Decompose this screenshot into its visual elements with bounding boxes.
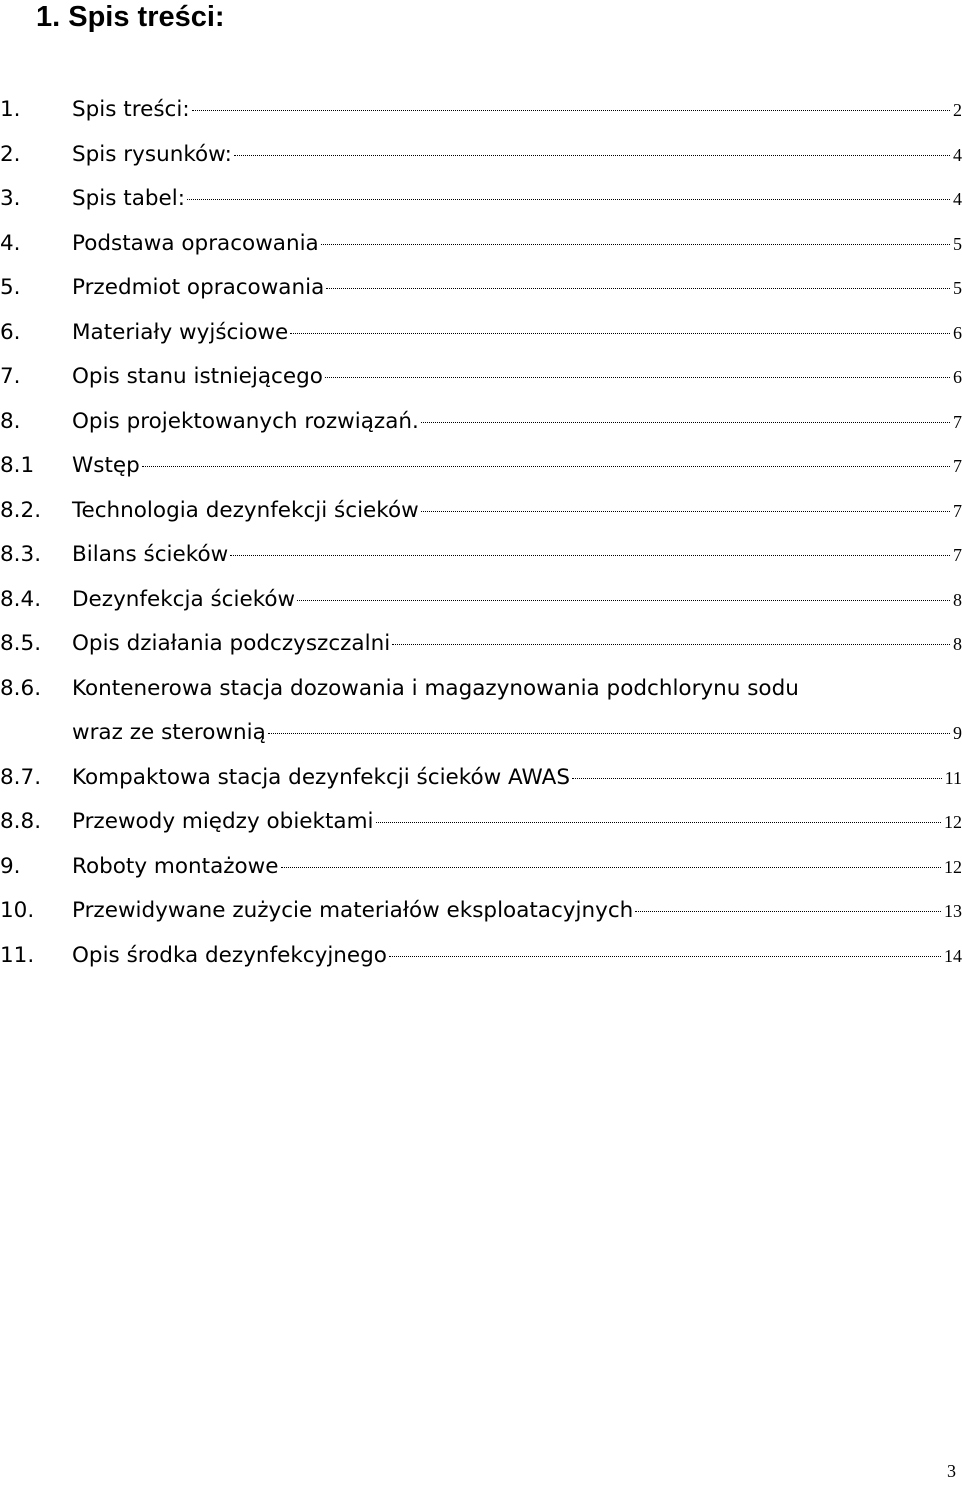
dot-leader bbox=[192, 110, 950, 111]
toc-title: Podstawa opracowania bbox=[72, 230, 319, 256]
toc-title: Przedmiot opracowania bbox=[72, 275, 325, 300]
dot-leader bbox=[392, 644, 950, 645]
toc-entry[interactable] bbox=[0, 355, 962, 400]
toc-page: 5 bbox=[953, 233, 962, 254]
toc-number: 8.3. bbox=[0, 542, 42, 567]
toc-number: 6. bbox=[0, 319, 21, 345]
dot-leader bbox=[234, 155, 950, 156]
dot-leader bbox=[635, 911, 941, 912]
toc-number: 3. bbox=[0, 186, 21, 211]
toc-entry[interactable] bbox=[0, 444, 962, 489]
dot-leader bbox=[297, 600, 950, 601]
dot-leader bbox=[281, 867, 942, 868]
toc-page: 6 bbox=[953, 367, 962, 387]
toc-entry[interactable] bbox=[0, 266, 962, 311]
toc-entry[interactable] bbox=[0, 489, 962, 534]
toc-page: 8 bbox=[953, 589, 962, 610]
toc-number: 8.2. bbox=[0, 497, 42, 523]
toc-page: 6 bbox=[953, 322, 962, 343]
toc-page: 8 bbox=[953, 634, 962, 654]
dot-leader bbox=[376, 822, 942, 823]
toc-title: Spis tabel: bbox=[72, 186, 186, 211]
toc-entry[interactable] bbox=[0, 311, 962, 356]
toc-number: 8.5. bbox=[0, 631, 42, 656]
toc-page: 5 bbox=[953, 278, 962, 298]
dot-leader bbox=[230, 555, 950, 556]
toc-title: Kontenerowa stacja dozowania i magazynowania podchlorynu sodu bbox=[72, 675, 799, 701]
toc-number: 11. bbox=[0, 942, 35, 968]
toc-entry[interactable] bbox=[0, 578, 962, 623]
toc-entry[interactable] bbox=[0, 845, 962, 890]
toc-entry[interactable] bbox=[0, 88, 962, 133]
toc-number: 9. bbox=[0, 853, 21, 879]
toc-entry[interactable] bbox=[0, 133, 962, 178]
toc-title: Opis stanu istniejącego bbox=[72, 364, 323, 389]
toc-number: 1. bbox=[0, 97, 21, 122]
dot-leader bbox=[187, 199, 950, 200]
page-heading: 1. Spis treści: bbox=[36, 1, 225, 33]
toc-page: 7 bbox=[953, 500, 962, 521]
toc-page: 4 bbox=[953, 189, 962, 209]
toc-title: Opis działania podczyszczalni bbox=[72, 631, 391, 656]
toc-number: 8.6. bbox=[0, 675, 42, 701]
toc-title: Bilans ścieków bbox=[72, 542, 229, 567]
toc-title: Dezynfekcja ścieków bbox=[72, 586, 296, 612]
toc-page: 4 bbox=[953, 144, 962, 165]
toc-number: 8. bbox=[0, 408, 21, 434]
page-number: 3 bbox=[947, 1461, 956, 1481]
toc-number: 5. bbox=[0, 275, 21, 300]
toc-number: 7. bbox=[0, 364, 21, 389]
toc-page: 13 bbox=[944, 901, 962, 921]
toc-title: Kompaktowa stacja dezynfekcji ścieków AWAS bbox=[72, 764, 570, 790]
toc-entry[interactable] bbox=[0, 889, 962, 934]
toc-entry-continuation[interactable] bbox=[0, 711, 962, 756]
toc-number: 10. bbox=[0, 898, 35, 923]
dot-leader bbox=[290, 333, 950, 334]
toc-entry[interactable] bbox=[0, 800, 962, 845]
dot-leader bbox=[142, 466, 950, 467]
toc-title: Technologia dezynfekcji ścieków bbox=[72, 497, 419, 523]
dot-leader bbox=[421, 511, 950, 512]
toc-title: Opis środka dezynfekcyjnego bbox=[72, 942, 387, 968]
toc-number: 8.8. bbox=[0, 809, 42, 834]
toc-number: 8.1 bbox=[0, 453, 35, 478]
dot-leader bbox=[268, 733, 950, 734]
toc-number: 8.7. bbox=[0, 764, 42, 790]
dot-leader bbox=[389, 956, 941, 957]
toc-page: 7 bbox=[953, 411, 962, 432]
toc-title: Opis projektowanych rozwiązań. bbox=[72, 408, 419, 434]
toc-page: 9 bbox=[953, 723, 962, 743]
toc-number: 4. bbox=[0, 230, 21, 256]
table-of-contents bbox=[0, 88, 962, 978]
toc-page: 12 bbox=[944, 812, 962, 832]
toc-entry[interactable] bbox=[0, 756, 962, 801]
dot-leader bbox=[421, 422, 950, 423]
toc-title: Wstęp bbox=[72, 453, 140, 478]
dot-leader bbox=[572, 778, 942, 779]
toc-page: 7 bbox=[953, 545, 962, 565]
toc-title: Roboty montażowe bbox=[72, 853, 279, 879]
toc-title: Przewody między obiektami bbox=[72, 809, 374, 834]
toc-title: wraz ze sterownią bbox=[72, 720, 266, 745]
toc-entry[interactable] bbox=[0, 177, 962, 222]
toc-entry[interactable] bbox=[0, 667, 962, 712]
toc-page: 14 bbox=[944, 945, 962, 966]
toc-title: Przewidywane zużycie materiałów eksploatacyjnych bbox=[72, 898, 634, 923]
toc-title: Spis rysunków: bbox=[72, 141, 232, 167]
toc-page: 11 bbox=[944, 767, 962, 788]
toc-entry[interactable] bbox=[0, 622, 962, 667]
toc-title: Spis treści: bbox=[72, 97, 190, 122]
toc-entry[interactable] bbox=[0, 222, 962, 267]
dot-leader bbox=[326, 288, 950, 289]
toc-entry[interactable] bbox=[0, 533, 962, 578]
toc-page: 2 bbox=[953, 100, 962, 120]
toc-entry[interactable] bbox=[0, 400, 962, 445]
dot-leader bbox=[325, 377, 950, 378]
dot-leader bbox=[321, 244, 950, 245]
toc-number: 2. bbox=[0, 141, 21, 167]
toc-title: Materiały wyjściowe bbox=[72, 319, 289, 345]
toc-number: 8.4. bbox=[0, 586, 42, 612]
toc-entry[interactable] bbox=[0, 934, 962, 979]
toc-page: 12 bbox=[944, 856, 962, 877]
toc-page: 7 bbox=[953, 456, 962, 476]
